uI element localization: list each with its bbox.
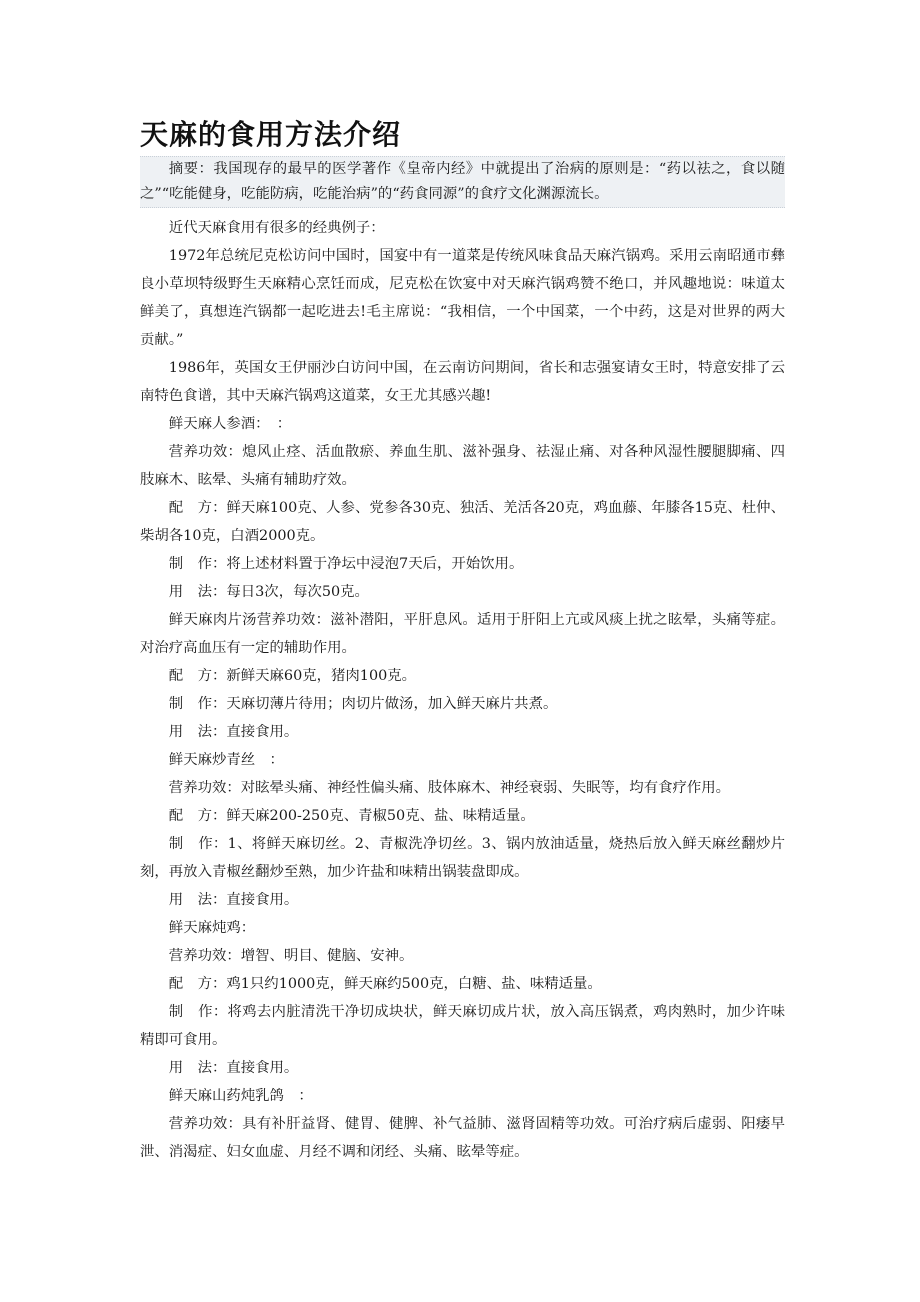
recipe-2-heading: 鲜天麻肉片汤营养功效：滋补潜阳，平肝息风。适用于肝阳上亢或风痰上扰之眩晕，头痛等症。对治疗高血压有一定的辅助作用。 — [140, 612, 785, 656]
recipe-2-preparation: 制 作：天麻切薄片待用；肉切片做汤，加入鲜天麻片共煮。 — [168, 696, 558, 712]
recipe-2-ingredients: 配 方：新鲜天麻60克，猪肉100克。 — [168, 668, 417, 684]
recipe-1-preparation: 制 作：将上述材料置于净坛中浸泡7天后，开始饮用。 — [168, 556, 524, 572]
recipe-2-usage: 用 法：直接食用。 — [168, 724, 299, 740]
recipe-4-usage: 用 法：直接食用。 — [168, 1060, 299, 1076]
recipe-4-benefits: 营养功效：增智、明目、健脑、安神。 — [168, 948, 414, 964]
recipe-3-usage: 用 法：直接食用。 — [168, 892, 299, 908]
recipe-5-benefits: 营养功效：具有补肝益肾、健胃、健脾、补气益肺、滋肾固精等功效。可治疗病后虚弱、阳痿早泄、消渴症、妇女血虚、月经不调和闭经、头痛、眩晕等症。 — [140, 1116, 785, 1160]
queen-story-paragraph: 1986年，英国女王伊丽沙白访问中国，在云南访问期间，省长和志强宴请女王时，特意安排了云南特色食谱，其中天麻汽锅鸡这道菜，女王尤其感兴趣! — [140, 360, 785, 404]
recipe-1-ingredients: 配 方：鲜天麻100克、人参、党参各30克、独活、羌活各20克，鸡血藤、年膝各15克、杜仲、柴胡各10克，白酒2000克。 — [140, 500, 785, 544]
recipe-3-heading: 鲜天麻炒青丝 ： — [168, 752, 284, 768]
recipe-5-heading: 鲜天麻山药炖乳鸽 ： — [168, 1088, 313, 1104]
recipe-3-ingredients: 配 方：鲜天麻200-250克、青椒50克、盐、味精适量。 — [168, 808, 535, 824]
recipe-3-preparation: 制 作：1、将鲜天麻切丝。2、青椒洗净切丝。3、锅内放油适量，烧热后放入鲜天麻丝翻炒片刻，再放入青椒丝翻炒至熟，加少许盐和味精出锅装盘即成。 — [140, 836, 785, 880]
recipe-1-heading: 鲜天麻人参酒： ： — [168, 416, 292, 432]
recipe-1-benefits: 营养功效：熄风止痉、活血散瘀、养血生肌、滋补强身、祛湿止痛、对各种风湿性腰腿脚痛、四肢麻木、眩晕、头痛有辅助疗效。 — [140, 444, 785, 488]
recipe-1-usage: 用 法：每日3次，每次50克。 — [168, 584, 369, 600]
recipe-4-preparation: 制 作：将鸡去内脏清洗干净切成块状，鲜天麻切成片状，放入高压锅煮，鸡肉熟时，加少许味精即可食用。 — [140, 1004, 785, 1048]
document-title: 天麻的食用方法介绍 — [140, 118, 402, 151]
document-body — [140, 214, 785, 1166]
nixon-story-paragraph: 1972年总统尼克松访问中国时，国宴中有一道菜是传统风味食品天麻汽锅鸡。采用云南昭通市彝良小草坝特级野生天麻精心烹饪而成，尼克松在饮宴中对天麻汽锅鸡赞不绝口，并风趣地说：味道太鲜美了，真想连汽锅都一起吃进去!毛主席说：“我相信，一个中国菜，一个中药，这是对世界的两大贡献。” — [140, 248, 785, 348]
recipe-4-ingredients: 配 方：鸡1只约1000克，鲜天麻约500克，白糖、盐、味精适量。 — [168, 976, 602, 992]
intro-paragraph: 近代天麻食用有很多的经典例子： — [168, 220, 385, 236]
recipe-3-benefits: 营养功效：对眩晕头痛、神经性偏头痛、肢体麻木、神经衰弱、失眠等，均有食疗作用。 — [168, 780, 731, 796]
recipe-4-heading: 鲜天麻炖鸡： — [168, 920, 256, 936]
abstract-paragraph: 摘要：我国现存的最早的医学著作《皇帝内经》中就提出了治病的原则是：“药以祛之，食以随之”“吃能健身，吃能防病，吃能治病”的“药食同源”的食疗文化渊源流长。 — [140, 156, 785, 208]
